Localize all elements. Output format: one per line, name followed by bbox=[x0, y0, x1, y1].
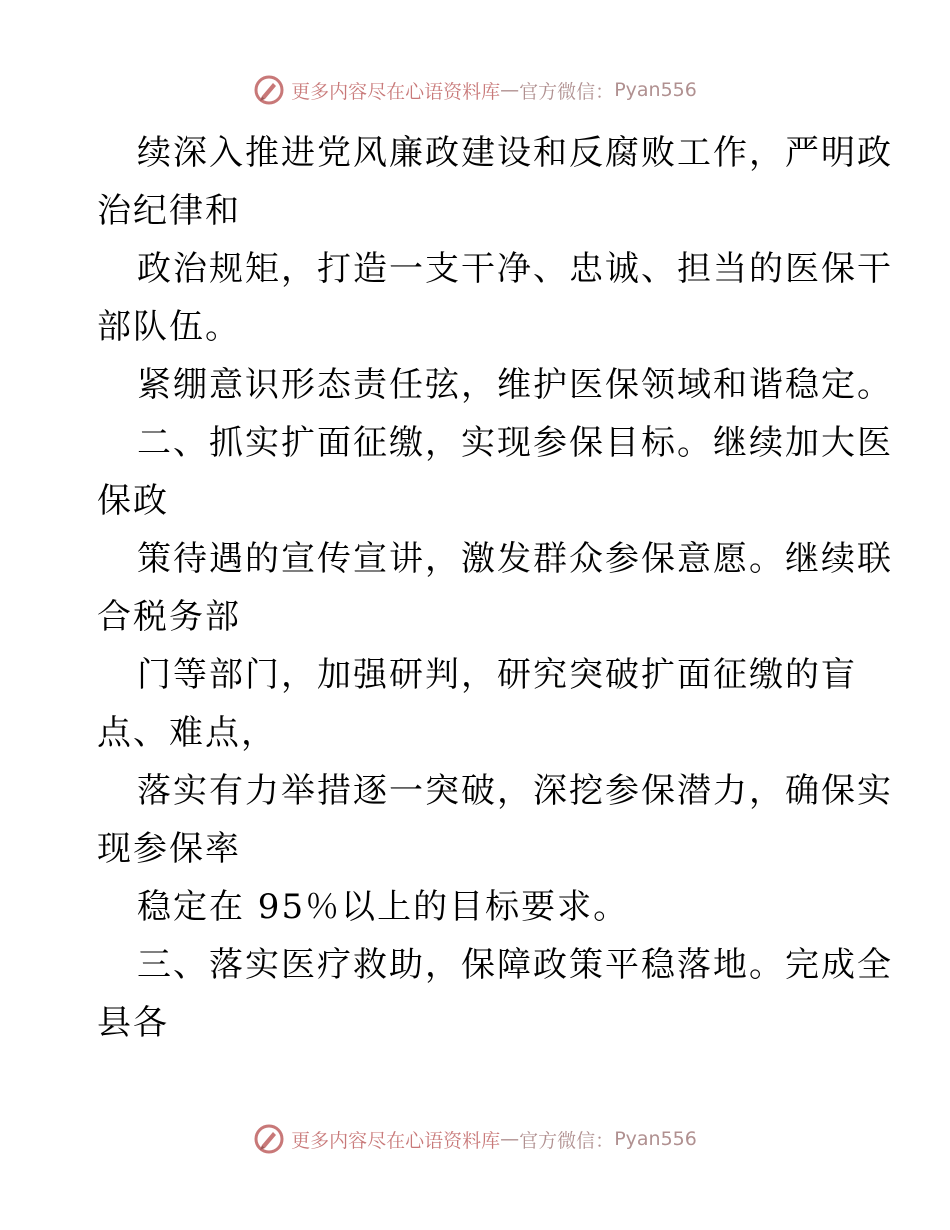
text-line: 策待遇的宣传宣讲，激发群众参保意愿。继续联 bbox=[137, 539, 893, 579]
watermark-wechat-id: Pyan556 bbox=[614, 1128, 697, 1150]
text-line: 三、落实医疗救助，保障政策平稳落地。完成全 bbox=[137, 945, 893, 985]
text-line: 门等部门，加强研判，研究突破扩面征缴的盲 bbox=[137, 655, 857, 695]
watermark-wechat-label: 官方微信： bbox=[519, 1129, 615, 1152]
text-line: 政治规矩，打造一支干净、忠诚、担当的医保干 bbox=[137, 249, 893, 289]
watermark-wechat-label: 官方微信： bbox=[519, 80, 615, 103]
text-line: 县各 bbox=[97, 1003, 169, 1043]
document-body bbox=[97, 124, 893, 1052]
text-line: 部队伍。 bbox=[97, 307, 241, 347]
text-line: 紧绷意识形态责任弦，维护医保领域和谐稳定。 bbox=[137, 365, 893, 405]
watermark-separator: — bbox=[500, 1128, 520, 1150]
text-line: 合税务部 bbox=[97, 597, 241, 637]
text-line: 落实有力举措逐一突破，深挖参保潜力，确保实 bbox=[137, 771, 893, 811]
watermark-main-text: 更多内容尽在心语资料库 bbox=[291, 80, 501, 103]
text-line: 治纪律和 bbox=[97, 191, 241, 231]
text-line: 续深入推进党风廉政建设和反腐败工作，严明政 bbox=[137, 133, 893, 173]
text-line: 保政 bbox=[97, 481, 169, 521]
watermark-wechat-id: Pyan556 bbox=[614, 79, 697, 101]
text-line: 现参保率 bbox=[97, 829, 241, 869]
watermark-separator: — bbox=[500, 79, 520, 101]
text-line: 稳定在 95％以上的目标要求。 bbox=[137, 887, 630, 927]
text-line: 点、难点， bbox=[97, 713, 277, 753]
text-line: 二、抓实扩面征缴，实现参保目标。继续加大医 bbox=[137, 423, 893, 463]
watermark-main-text: 更多内容尽在心语资料库 bbox=[291, 1129, 501, 1152]
footer-watermark bbox=[0, 1121, 950, 1157]
header-watermark bbox=[0, 72, 950, 108]
pen-logo-icon bbox=[253, 1123, 285, 1155]
pen-logo-icon bbox=[253, 74, 285, 106]
